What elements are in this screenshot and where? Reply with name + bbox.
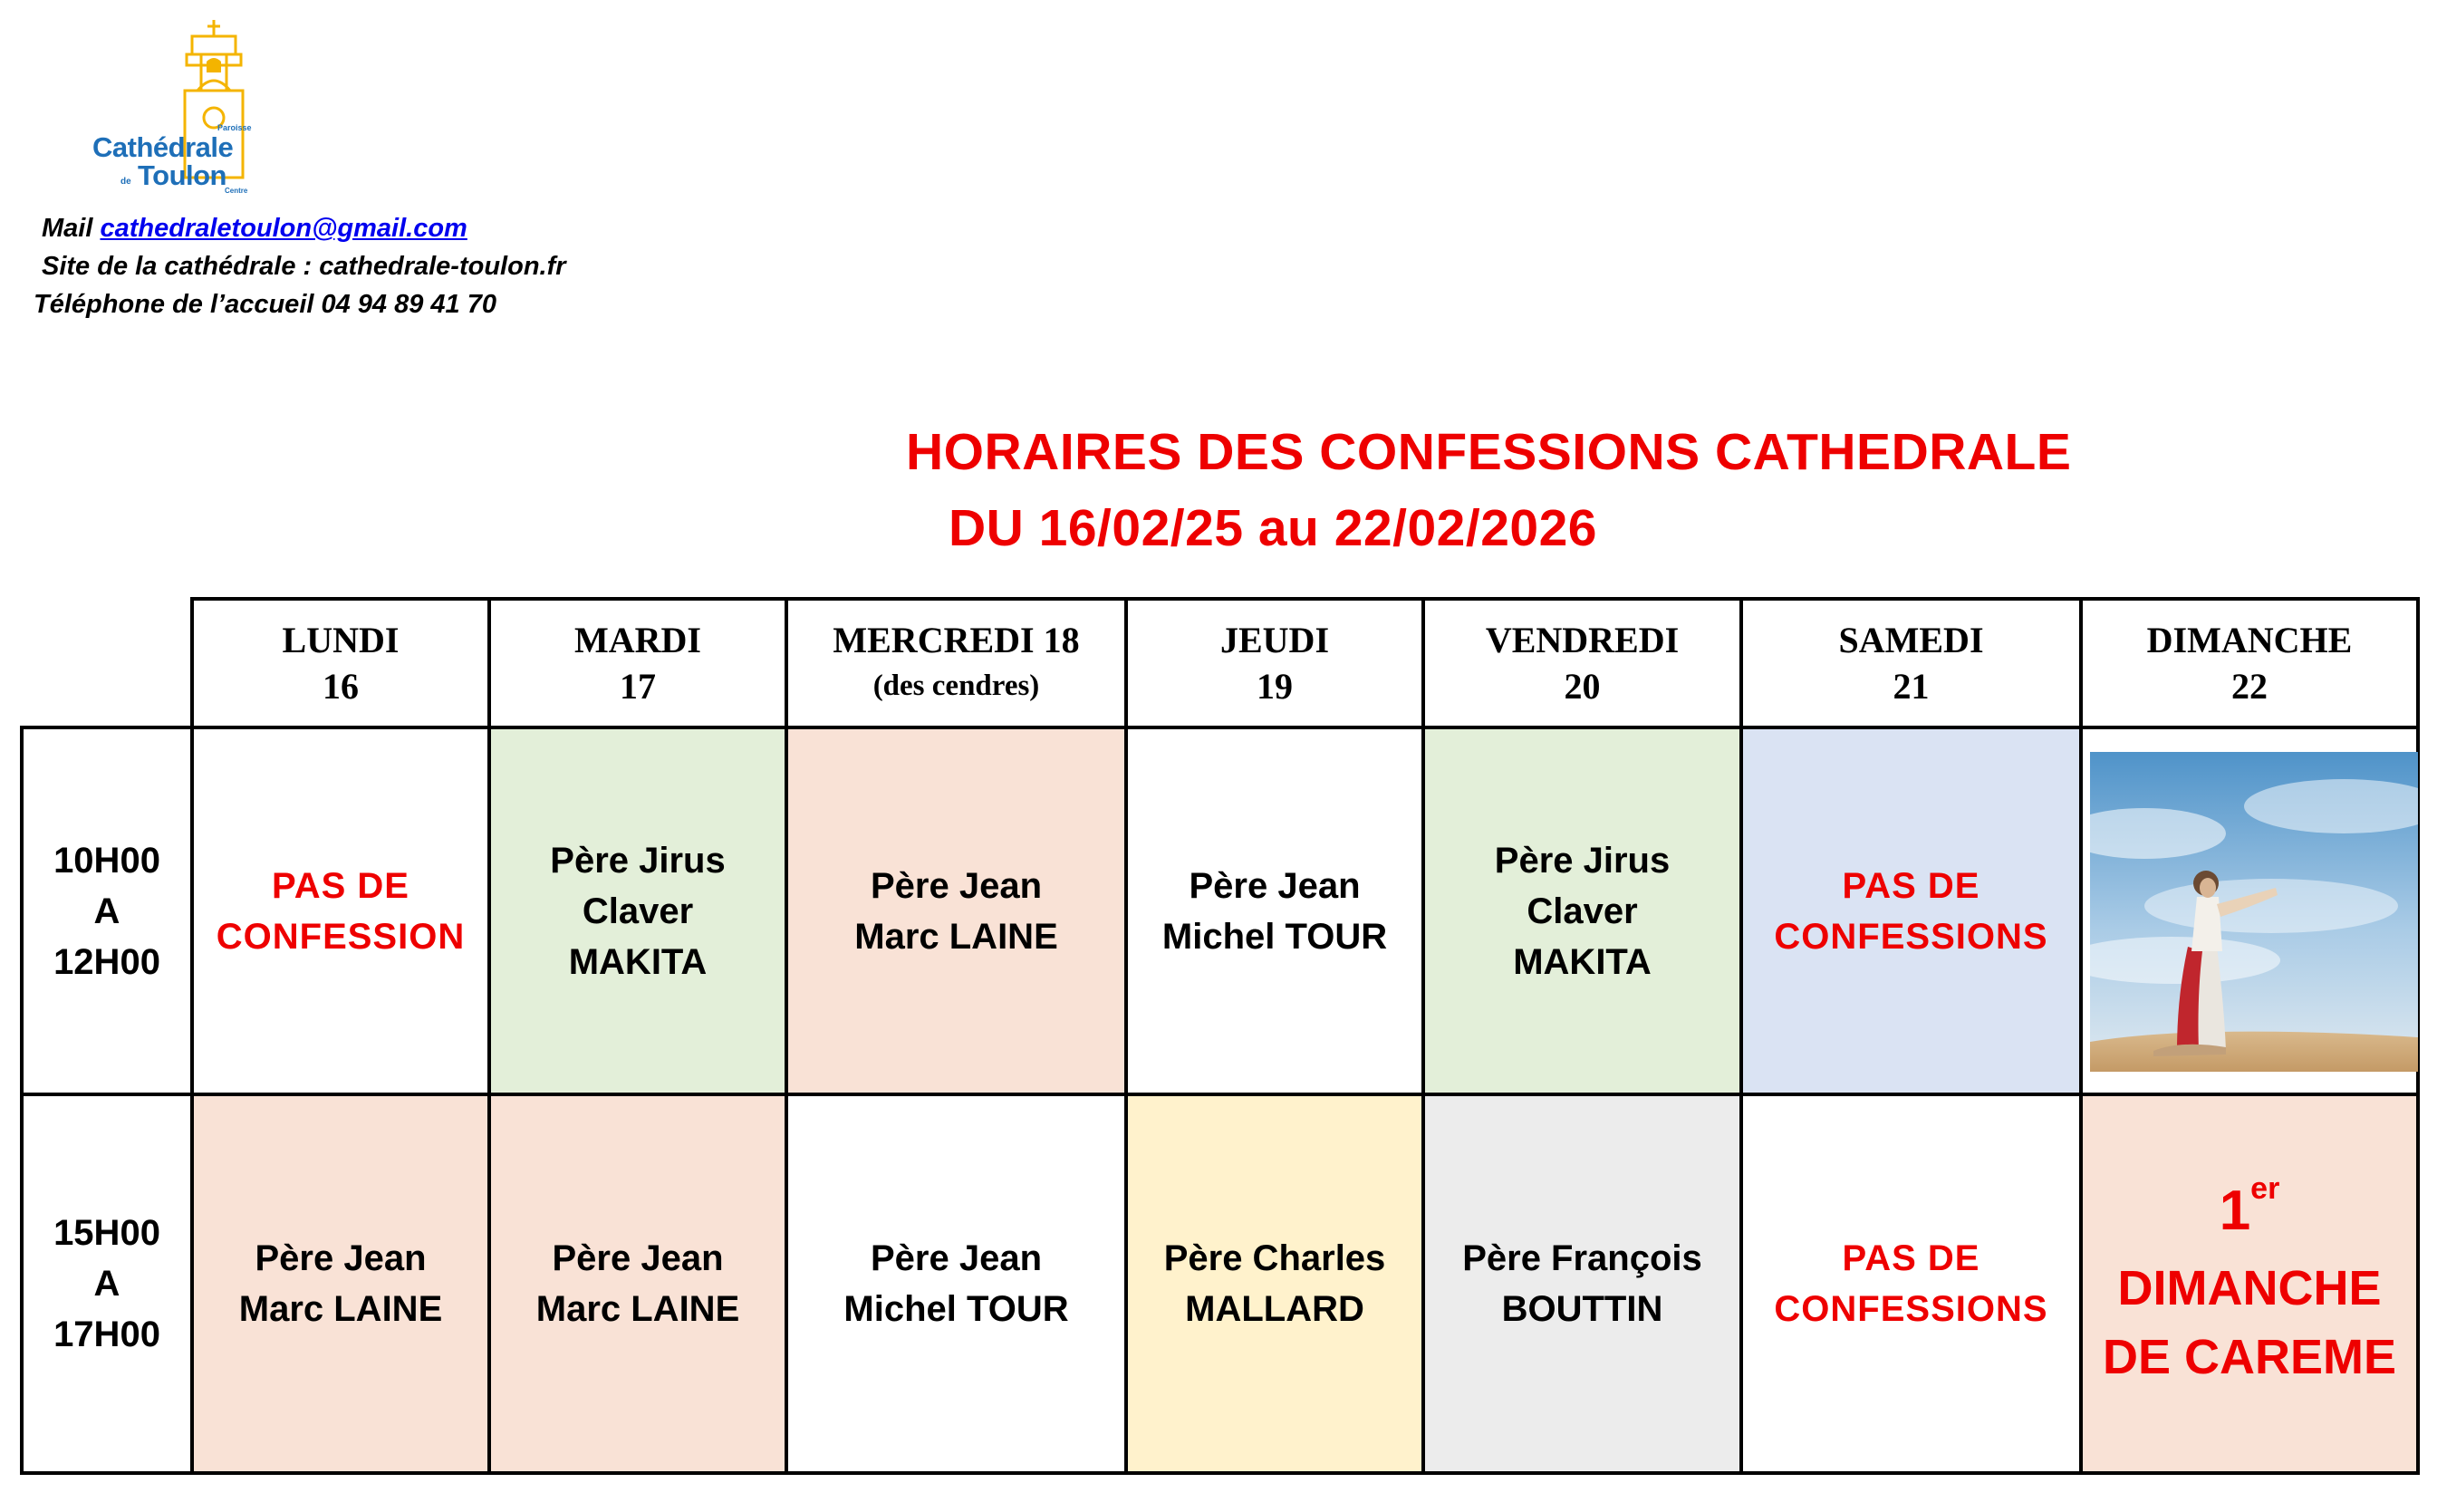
no-confession-text: PAS DE	[272, 865, 409, 906]
table-border	[487, 597, 491, 1475]
page-subtitle: DU 16/02/25 au 22/02/2026	[948, 499, 1597, 557]
contact-site: Site de la cathédrale : cathedrale-toulon.fr	[42, 252, 566, 281]
priest-name: MALLARD	[1185, 1289, 1364, 1329]
sunday-afternoon-cell	[2081, 1094, 2418, 1473]
table-border	[190, 597, 194, 1475]
time-slot-1	[22, 1094, 192, 1473]
praying-figure-photo	[2090, 752, 2418, 1072]
priest-name: MAKITA	[1513, 941, 1652, 982]
time-slot-text: 15H00	[53, 1213, 160, 1253]
no-confession-text: CONFESSIONS	[1774, 1289, 2048, 1329]
morning-cell-5	[1741, 727, 2081, 1094]
day-header-5	[1741, 599, 2081, 727]
time-slot-text: 17H00	[53, 1315, 160, 1354]
careme-sup: er	[2250, 1170, 2280, 1206]
table-border	[20, 1471, 2420, 1475]
day-header-1	[489, 599, 786, 727]
no-confession-text: PAS DE	[1842, 1238, 1980, 1278]
priest-name: Michel TOUR	[843, 1289, 1069, 1329]
day-date: 20	[1564, 666, 1601, 707]
afternoon-cell-1	[489, 1094, 786, 1473]
day-name: LUNDI	[282, 620, 400, 660]
day-header-2	[786, 599, 1126, 727]
no-confession-text: CONFESSIONS	[1774, 916, 2048, 957]
priest-name: Claver	[582, 891, 694, 931]
careme-number: 1	[2219, 1179, 2251, 1242]
priest-name: Claver	[1527, 891, 1638, 931]
day-date: 17	[620, 666, 656, 707]
day-name: MERCREDI 18	[833, 620, 1080, 660]
time-slot-text: A	[93, 1264, 120, 1304]
logo-centre: Centre	[225, 187, 248, 195]
table-border	[2079, 597, 2083, 1475]
time-slot-text: A	[93, 891, 120, 931]
table-border	[20, 726, 24, 1475]
logo-de: de	[120, 177, 131, 187]
priest-name: BOUTTIN	[1501, 1289, 1663, 1329]
afternoon-cell-4	[1423, 1094, 1741, 1473]
day-date: 21	[1893, 666, 1930, 707]
table-border	[20, 1093, 2420, 1096]
morning-cell-2	[786, 727, 1126, 1094]
morning-cell-1	[489, 727, 786, 1094]
time-slot-text: 12H00	[53, 941, 160, 982]
priest-name: Père Jean	[870, 865, 1043, 906]
priest-name: Père Charles	[1163, 1238, 1386, 1278]
careme-line3: DE CAREME	[2102, 1329, 2397, 1384]
priest-name: Père Jean	[552, 1238, 724, 1278]
no-confession-text: CONFESSION	[216, 916, 466, 957]
day-name: JEUDI	[1219, 620, 1330, 660]
afternoon-cell-3	[1126, 1094, 1423, 1473]
afternoon-cell-2	[786, 1094, 1126, 1473]
day-name: MARDI	[574, 620, 701, 660]
page-title: HORAIRES DES CONFESSIONS CATHEDRALE	[906, 423, 2072, 481]
morning-cell-4	[1423, 727, 1741, 1094]
priest-name: Père François	[1462, 1238, 1702, 1278]
careme-ordinal	[2219, 1170, 2280, 1254]
table-border	[785, 597, 788, 1475]
priest-name: Père Jean	[1189, 865, 1361, 906]
contact-phone: Téléphone de l’accueil 04 94 89 41 70	[34, 290, 496, 319]
day-header-0	[192, 599, 489, 727]
priest-name: Père Jirus	[1494, 840, 1671, 881]
day-name: SAMEDI	[1838, 620, 1984, 660]
day-header-6	[2081, 599, 2418, 727]
logo-toulon: Toulon	[138, 159, 226, 191]
morning-cell-0	[192, 727, 489, 1094]
day-name: VENDREDI	[1485, 620, 1680, 660]
morning-cell-3	[1126, 727, 1423, 1094]
priest-name: Michel TOUR	[1161, 916, 1388, 957]
priest-name: Marc LAINE	[238, 1289, 443, 1329]
priest-name: Marc LAINE	[854, 916, 1058, 957]
afternoon-cell-0	[192, 1094, 489, 1473]
priest-name: Père Jean	[870, 1238, 1043, 1278]
time-slot-text: 10H00	[53, 840, 160, 881]
time-slot-0	[22, 727, 192, 1094]
careme-line2: DIMANCHE	[2117, 1260, 2382, 1315]
day-header-4	[1423, 599, 1741, 727]
table-border	[1124, 597, 1128, 1475]
table-border	[20, 726, 2420, 729]
day-date: 16	[323, 666, 359, 707]
priest-name: Père Jirus	[550, 840, 726, 881]
priest-name: Père Jean	[255, 1238, 427, 1278]
day-date: (des cendres)	[872, 669, 1040, 702]
day-date: 22	[2231, 666, 2268, 707]
day-header-3	[1126, 599, 1423, 727]
day-name: DIMANCHE	[2146, 620, 2353, 660]
mail-label: Mail	[42, 214, 101, 243]
logo-paroisse: Paroisse	[217, 123, 252, 132]
priest-name: Marc LAINE	[535, 1289, 740, 1329]
no-confession-text: PAS DE	[1842, 865, 1980, 906]
priest-name: MAKITA	[568, 941, 708, 982]
table-border	[1421, 597, 1425, 1475]
email-link[interactable]: cathedraletoulon@gmail.com	[100, 214, 467, 243]
table-border	[190, 597, 2420, 601]
table-border	[1739, 597, 1743, 1475]
afternoon-cell-5	[1741, 1094, 2081, 1473]
logo-cathedrale: Cathédrale	[92, 131, 234, 163]
day-date: 19	[1257, 666, 1293, 707]
